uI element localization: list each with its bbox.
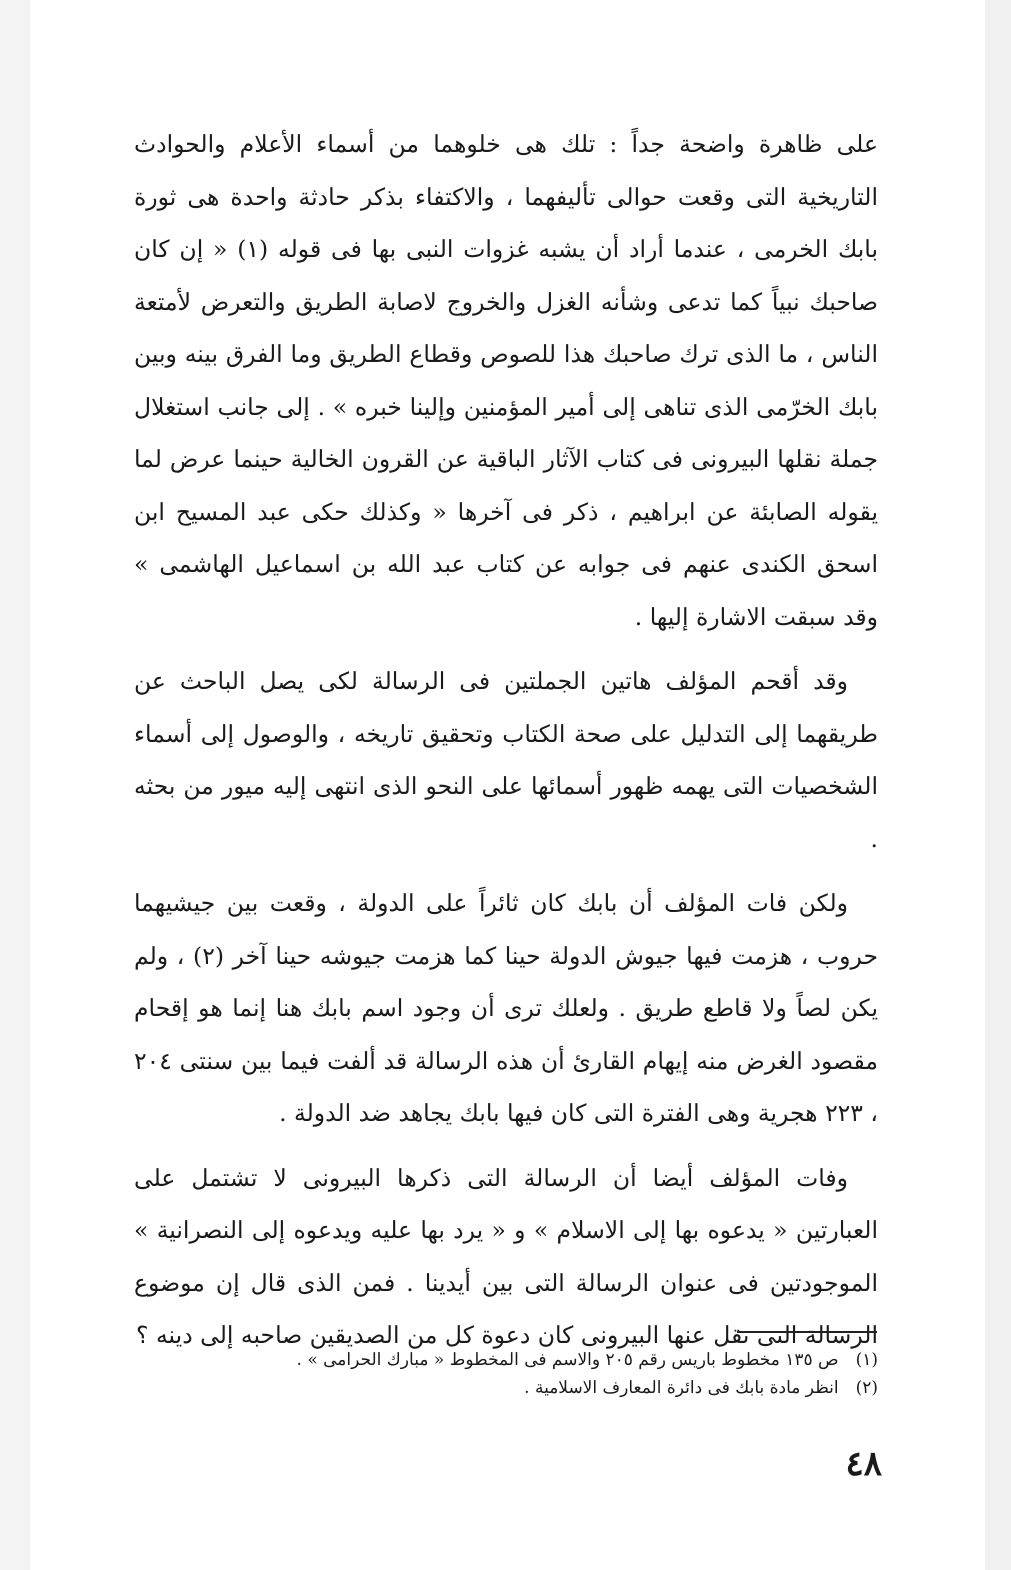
page-number: ٤٨	[845, 1444, 882, 1484]
footnote-text: ص ١٣٥ مخطوط باريس رقم ٢٠٥ والاسم فى المخطوط « مبارك الحرامى » .	[296, 1350, 839, 1370]
page-body	[134, 118, 878, 1362]
scan-edge-left	[0, 0, 30, 1570]
paragraph-3: ولكن فات المؤلف أن بابك كان ثائراً على الدولة ، وقعت بين جيشيهما حروب ، هزمت فيها جيوش الدولة حينا كما هزمت جيوشه حينا آخر (٢) ، ولم يكن لصاً ولا قاطع طريق . ولعلك ترى أن وجود اسم بابك هنا إنما هو إقحام مقصود الغرض منه إيهام القارئ أن هذه الرسالة قد ألفت فيما بين سنتى ٢٠٤ ، ٢٢٣ هجرية وهى الفترة التى كان فيها بابك يجاهد ضد الدولة .	[134, 889, 878, 1127]
footnote-divider	[737, 1331, 877, 1333]
paragraph-2: وقد أقحم المؤلف هاتين الجملتين فى الرسالة لكى يصل الباحث عن طريقهما إلى التدليل على صحة الكتاب وتحقيق تاريخه ، والوصول إلى أسماء الشخصيات التى يهمه ظهور أسمائها على النحو الذى انتهى إليه ميور من بحثه .	[134, 667, 878, 853]
footnote-2	[134, 1374, 878, 1402]
footnotes	[134, 1346, 878, 1402]
footnote-number: (١)	[855, 1350, 878, 1370]
paragraph-4: وفات المؤلف أيضا أن الرسالة التى ذكرها البيرونى لا تشتمل على العبارتين « يدعوه بها إلى الاسلام » و « يرد بها عليه ويدعوه إلى النصرانية » الموجودتين فى عنوان الرسالة التى بين أيدينا . فمن الذى قال إن موضوع الرسالة التى نقل عنها البيرونى كان دعوة كل من الصديقين صاحبه إلى دينه ؟	[134, 1163, 878, 1349]
paragraph-1: على ظاهرة واضحة جداً : تلك هى خلوهما من أسماء الأعلام والحوادث التاريخية التى وقعت حوالى تأليفهما ، والاكتفاء بذكر حادثة واحدة هى ثورة بابك الخرمى ، عندما أراد أن يشبه غزوات النبى بها فى قوله (١) « إن كان صاحبك نبياً كما تدعى وشأنه الغزل والخروج لاصابة الطريق والتعرض لأمتعة الناس ، ما الذى ترك صاحبك هذا للصوص وقطاع الطريق وما الفرق بينه وبين بابك الخرّمى الذى تناهى إلى أمير المؤمنين وإلينا خبره » . إلى جانب استغلال جملة نقلها البيرونى فى كتاب الآثار الباقية عن القرون الخالية حينما عرض لما يقوله الصابئة عن ابراهيم ، ذكر فى آخرها « وكذلك حكى عبد المسيح ابن اسحق الكندى عنهم فى جوابه عن كتاب عبد الله بن اسماعيل الهاشمى » وقد سبقت الاشارة إليها .	[134, 130, 878, 631]
footnote-1	[134, 1346, 878, 1374]
scan-edge-right	[985, 0, 1011, 1570]
footnote-number: (٢)	[855, 1378, 878, 1398]
footnote-text: انظر مادة بابك فى دائرة المعارف الاسلامية .	[524, 1378, 839, 1398]
